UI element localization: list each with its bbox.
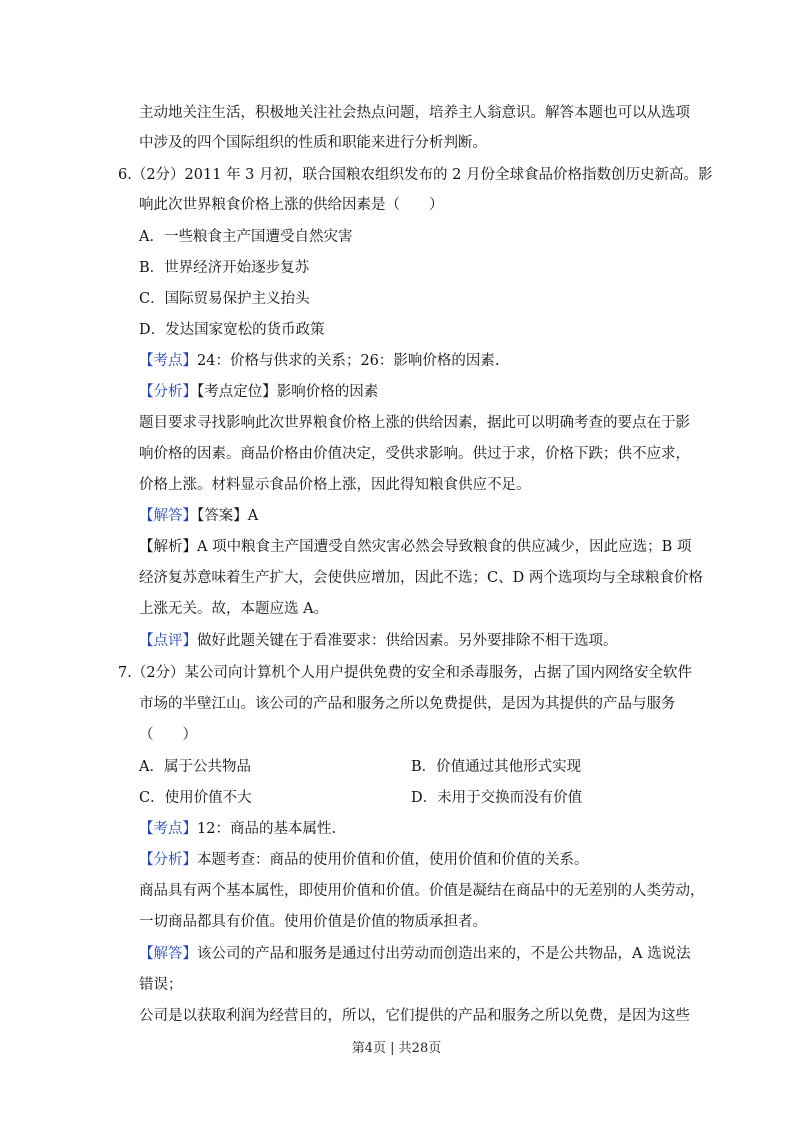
q7-stem-line-1: 7.（2分）某公司向计算机个人用户提供免费的安全和杀毒服务，占据了国内网络安全软件 [118,665,693,681]
q6-explain-line-1: 【解析】A 项中粮食主产国遭受自然灾害必然会导致粮食的供应减少，因此应选；B 项 [139,539,692,555]
jieda-text: 【答案】A [197,508,259,524]
kaodian-text: 12：商品的基本属性. [197,821,337,837]
q7-analysis-line-2: 一切商品都具有价值。使用价值是价值的物质承担者。 [139,914,487,930]
q7-option-a: A．属于公共物品 [139,759,251,775]
q6-fenxi [139,382,378,402]
q6-option-d: D．发达国家宽松的货币政策 [139,322,325,338]
jieda-text: 该公司的产品和服务是通过付出劳动而创造出来的，不是公共物品，A 选说法 [197,946,691,962]
q7-jieda [139,944,691,964]
q6-option-b: B．世界经济开始逐步复苏 [139,260,310,276]
q7-answer-line-2: 错误； [139,977,183,993]
q6-analysis-line-3: 价格上涨。材料显示食品价格上涨，因此得知粮食供应不足。 [139,477,531,493]
q6-explain-line-3: 上涨无关。故，本题应选 A。 [139,601,329,617]
fenxi-text: 【考点定位】影响价格的因素 [197,384,379,400]
q6-explain-line-2: 经济复苏意味着生产扩大，会使供应增加，因此不选；C、D 两个选项均与全球粮食价格 [139,570,703,586]
q6-stem-line-1: 6.（2分）2011 年 3 月初，联合国粮农组织发布的 2 月份全球食品价格指数创历史新高。影 [118,167,713,183]
dianping-tag: 【点评】 [139,633,197,649]
q7-option-c: C．使用价值不大 [139,790,252,806]
q7-fenxi [139,850,589,870]
q7-stem-line-3: （ ） [139,727,197,743]
q7-answer-line-3: 公司是以获取利润为经营目的，所以，它们提供的产品和服务之所以免费，是因为这些 [139,1008,690,1024]
kaodian-tag: 【考点】 [139,353,197,369]
q7-kaodian [139,819,336,839]
page-footer: 第4页 | 共28页 [351,1041,442,1056]
q6-kaodian [139,351,500,371]
intro-line-2: 中涉及的四个国际组织的性质和职能来进行分析判断。 [139,135,487,151]
q6-dianping [139,631,618,651]
fenxi-tag: 【分析】 [139,852,197,868]
q6-option-a: A．一些粮食主产国遭受自然灾害 [139,229,353,245]
q7-option-d: D．未用于交换而没有价值 [411,790,583,806]
kaodian-tag: 【考点】 [139,821,197,837]
q7-stem-line-2: 市场的半壁江山。该公司的产品和服务之所以免费提供，是因为其提供的产品与服务 [139,696,676,712]
q6-analysis-line-2: 响价格的因素。商品价格由价值决定，受供求影响。供过于求，价格下跌；供不应求， [139,446,690,462]
q7-option-b: B．价值通过其他形式实现 [411,759,582,775]
q7-analysis-line-1: 商品具有两个基本属性，即使用价值和价值。价值是凝结在商品中的无差别的人类劳动， [139,883,705,899]
intro-line-1: 主动地关注生活，积极地关注社会热点问题，培养主人翁意识。解答本题也可以从选项 [139,105,690,121]
fenxi-text: 本题考查：商品的使用价值和价值，使用价值和价值的关系。 [197,852,589,868]
fenxi-tag: 【分析】 [139,384,197,400]
q6-jieda [139,506,258,526]
jieda-tag: 【解答】 [139,508,197,524]
kaodian-text: 24：价格与供求的关系；26：影响价格的因素. [197,353,500,369]
jieda-tag: 【解答】 [139,946,197,962]
q6-option-c: C．国际贸易保护主义抬头 [139,291,310,307]
dianping-text: 做好此题关键在于看准要求：供给因素。另外要排除不相干选项。 [197,633,618,649]
q6-analysis-line-1: 题目要求寻找影响此次世界粮食价格上涨的供给因素，据此可以明确考查的要点在于影 [139,415,690,431]
q6-stem-line-2: 响此次世界粮食价格上涨的供给因素是（ ） [139,197,444,213]
